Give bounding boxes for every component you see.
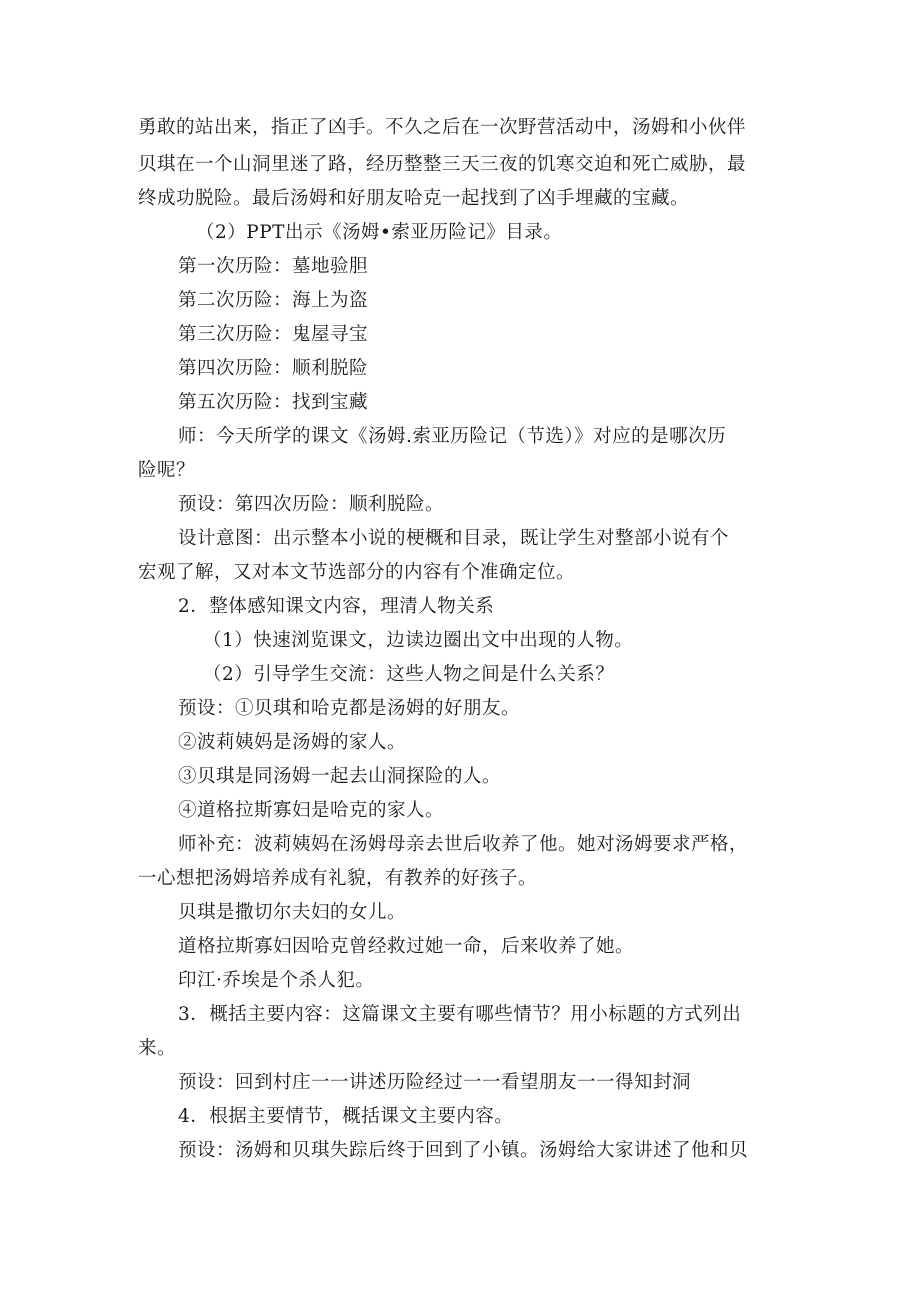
text-line: 师：今天所学的课文《汤姆.索亚历险记（节选）》对应的是哪次历 xyxy=(178,426,727,447)
text-line: 印江·乔埃是个杀人犯。 xyxy=(178,970,375,991)
text-line: 第二次历险：海上为盗 xyxy=(178,290,369,311)
text-line: 预设：回到村庄一一讲述历险经过一一看望朋友一一得知封洞 xyxy=(178,1072,692,1093)
text-line: 4．根据主要情节，概括课文主要内容。 xyxy=(178,1106,514,1127)
text-line: 贝琪在一个山洞里迷了路，经历整整三天三夜的饥寒交迫和死亡威胁，最 xyxy=(138,154,747,175)
text-line: 第一次历险：墓地验胆 xyxy=(178,256,369,277)
text-line: 设计意图：出示整本小说的梗概和目录，既让学生对整部小说有个 xyxy=(178,528,730,549)
text-line: 预设：汤姆和贝琪失踪后终于回到了小镇。汤姆给大家讲述了他和贝 xyxy=(178,1140,749,1161)
text-line: 终成功脱险。最后汤姆和好朋友哈克一起找到了凶手埋藏的宝藏。 xyxy=(138,188,690,209)
text-line: 师补充：波莉姨妈在汤姆母亲去世后收养了他。她对汤姆要求严格， xyxy=(178,834,749,855)
text-line: 勇敢的站出来，指正了凶手。不久之后在一次野营活动中，汤姆和小伙伴 xyxy=(138,117,747,138)
text-line: 贝琪是撒切尔夫妇的女儿。 xyxy=(178,902,407,923)
text-line: 第五次历险：找到宝藏 xyxy=(178,392,369,413)
text-line: 第三次历险：鬼屋寻宝 xyxy=(178,324,369,345)
text-line: 第四次历险：顺利脱险 xyxy=(178,358,369,379)
text-line: 预设：①贝琪和哈克都是汤姆的好朋友。 xyxy=(178,698,521,719)
text-line: （1）快速浏览课文，边读边圈出文中出现的人物。 xyxy=(203,630,634,651)
text-line: ②波莉姨妈是汤姆的家人。 xyxy=(178,732,407,753)
text-line: （2）引导学生交流：这些人物之间是什么关系？ xyxy=(203,664,615,685)
text-line: ③贝琪是同汤姆一起去山洞探险的人。 xyxy=(178,766,502,787)
text-line: 3．概括主要内容：这篇课文主要有哪些情节？用小标题的方式列出 xyxy=(178,1004,742,1025)
text-line: 一心想把汤姆培养成有礼貌，有教养的好孩子。 xyxy=(138,868,538,889)
text-line: 预设：第四次历险：顺利脱险。 xyxy=(178,494,445,515)
text-line: 险呢？ xyxy=(138,460,196,481)
text-line: ④道格拉斯寡妇是哈克的家人。 xyxy=(178,800,445,821)
text-line: 道格拉斯寡妇因哈克曾经救过她一命，后来收养了她。 xyxy=(178,936,635,957)
text-line: （2）PPT出示《汤姆•索亚历险记》目录。 xyxy=(196,222,563,243)
text-line: 来。 xyxy=(138,1038,177,1059)
text-line: 2．整体感知课文内容，理清人物关系 xyxy=(178,596,495,617)
text-line: 宏观了解，又对本文节选部分的内容有个准确定位。 xyxy=(138,562,576,583)
